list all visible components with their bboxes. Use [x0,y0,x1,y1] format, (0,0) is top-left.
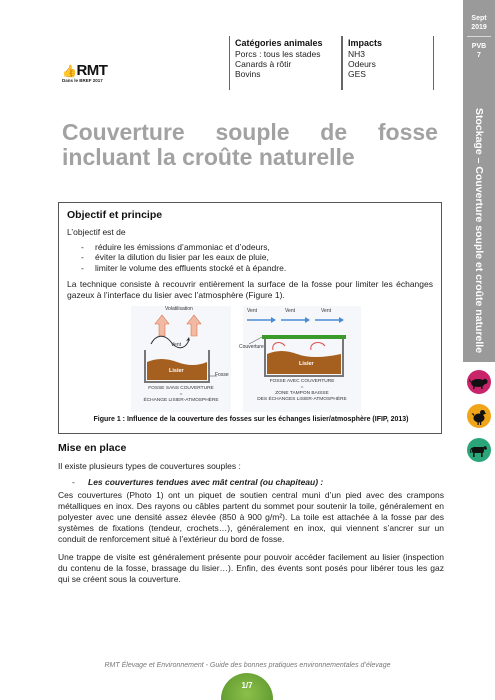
page-number: 1/7 [241,681,253,690]
impact-item: GES [348,69,366,79]
categories-column [229,36,342,90]
sidebar-divider [467,36,491,37]
bullet-dash: - [72,477,75,487]
bullet-item: - réduire les émissions d’ammoniac et d’odeurs, [81,241,270,252]
logo-subtitle: Dans le BREF 2017 [62,78,103,83]
title-word: de [320,119,348,145]
chicken-icon [467,404,491,428]
figure-label-couverture: Couverture [239,344,264,350]
figure-label-volatilisation: Volatilisation [165,306,193,312]
mise-en-place-bullet [58,477,444,488]
figure-left-caption [131,386,231,404]
sidebar-date [463,14,495,32]
mise-en-place-paragraph-1: Ces couvertures (Photo 1) ont un piquet de soutien central muni d’un pied avec des crampons métalliques en inox. Des rayons ou câbles partent du sommet pour soutenir la toile, généralement en polyester avec une densité assez élevée (850 à 900 g/m²). La toile est attachée à la fosse par des systèmes de fixations (tendeur, crochets…), généralement en inox, qui viennent s’ancrer sur un conduit de renforcement situé à l’extérieur du bord de fosse. [58,490,444,544]
objectif-bullets [67,242,433,274]
figure-left-caption-line: = [179,392,183,397]
bullet-text: réduire les émissions d’ammoniac et d’odeurs, [95,241,270,252]
figure-label-fosse: Fosse [215,372,229,378]
footer-text: RMT Élevage et Environnement - Guide des bonnes pratiques environnementales d’élevage [104,662,391,669]
title-line-1 [62,120,438,145]
title-line-2: incluant la croûte naturelle [62,144,355,170]
mise-en-place-heading: Mise en place [58,442,127,454]
impact-item: NH3 [348,49,366,59]
impacts-title: Impacts [348,38,383,48]
figure-label-vent: Vent [247,308,258,314]
technique-paragraph: La technique consiste à recouvrir entièrement la surface de la fosse pour limiter les échanges gazeux à l’interface du lisier avec l’atmosphère (Figure 1). [67,279,433,300]
figure-right-caption-line: ZONE TAMPON BAISSE [275,391,329,396]
figure-label-lisier: Lisier [169,368,184,374]
cow-icon [467,438,491,462]
category-item: Canards à rôtir [235,59,292,69]
logo-wordmark: RMT [76,62,108,79]
vertical-title-text: Stockage – Couverture souple et croûte naturelle [473,108,485,354]
impact-item: Odeurs [348,59,376,69]
figure-caption: Figure 1 : Influence de la couverture des fosses sur les échanges lisier/atmosphère (IFIP, 2013) [93,416,409,423]
title-word: souple [215,119,290,145]
date-year: 2019 [471,24,487,31]
categories-title: Catégories animales [235,38,323,48]
code-number: 7 [477,52,481,59]
sidebar-code [463,42,495,60]
bullet-item: - limiter le volume des effluents stocké et à épandre. [81,262,287,273]
figure-right-caption [243,379,361,403]
impacts-column [342,36,434,90]
category-item: Porcs : tous les stades [235,49,321,59]
sidebar-band [463,0,495,362]
bullet-text: éviter la dilution du lisier par les eaux de pluie, [95,252,269,262]
mise-en-place-intro: Il existe plusieurs types de couvertures souples : [58,461,241,471]
figure-left-caption-line: ÉCHANGE LISIER-ATMOSPHÈRE [143,398,219,403]
figure-1 [131,306,361,412]
figure-right-caption-line: FOSSE AVEC COUVERTURE [269,379,335,384]
logo-text [62,62,107,79]
sidebar [463,0,495,700]
figure-label-lisier: Lisier [299,361,314,367]
figure-left-caption-line: FOSSE SANS COUVERTURE [148,386,214,391]
figure-label-vent: Vent [321,308,332,314]
bullet-item: - éviter la dilution du lisier par les eaux de pluie, [81,252,269,262]
objectif-heading: Objectif et principe [67,209,163,221]
mise-en-place-paragraph-2: Une trappe de visite est généralement présente pour pouvoir accéder facilement au lisier (inspection du contenu de la fosse, brassage du lisier…). Enfin, des évents sont posés pour libérer tous les gaz qui se créent sous la couverture. [58,552,444,584]
code-label: PVB [471,43,487,50]
title-word: Couverture [62,119,185,145]
figure-right-caption-line: = [300,385,304,390]
category-item: Bovins [235,69,261,79]
bullet-text: limiter le volume des effluents stocké et à épandre. [95,262,287,273]
page-title [62,120,438,170]
objectif-box [58,202,442,434]
date-month: Sept [471,15,487,22]
figure-label-vent: Vent [171,342,182,348]
title-word: fosse [377,119,438,145]
page-number-badge [221,673,273,700]
figure-right-caption-line: DES ÉCHANGES LISIER-ATMOSPHÈRE [257,397,347,402]
thumbs-up-icon: 👍 [62,64,77,78]
mise-en-place-bullet-text: Les couvertures tendues avec mât central (ou chapiteau) : [88,477,324,487]
pig-icon [467,370,491,394]
objectif-intro: L’objectif est de [67,227,126,237]
figure-label-vent: Vent [285,308,296,314]
rmt-logo [62,62,107,83]
